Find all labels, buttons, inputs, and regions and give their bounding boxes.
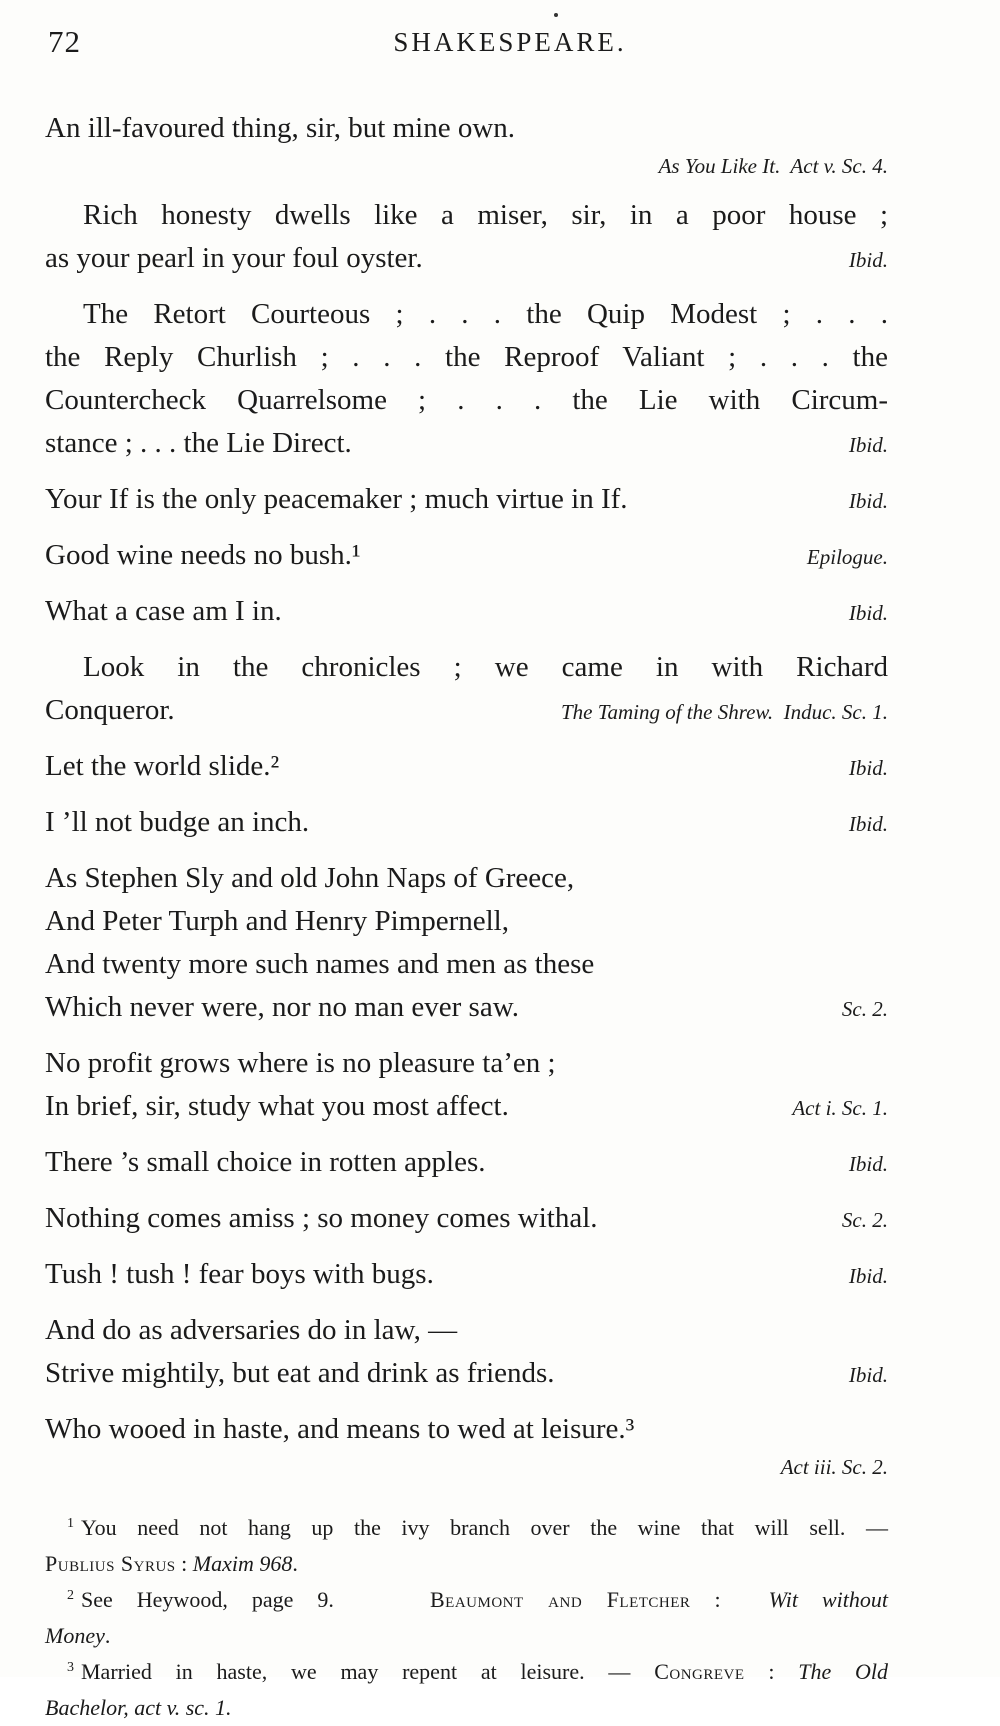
- quote-attribution: Epilogue.: [806, 545, 888, 569]
- footnote-marker: 1: [67, 1515, 74, 1531]
- quote-last-line: [45, 1197, 888, 1242]
- quote-last-line: [45, 478, 888, 523]
- quote-attribution: Ibid.: [848, 1152, 888, 1176]
- quote-line: Nothing comes amiss ; so money comes withal.: [45, 1202, 598, 1234]
- footnote-text-segment: Maxim 968: [192, 1551, 293, 1576]
- quote-line: What a case am I in.: [45, 595, 282, 627]
- quote-block: [45, 745, 888, 790]
- quote-attribution: Ibid.: [848, 489, 888, 513]
- footnote-block: [45, 1582, 888, 1654]
- footnote-text-segment: Beaumont and Fletcher: [429, 1587, 691, 1612]
- quote-line: Countercheck Quarrelsome ; . . . the Lie with Circum-: [45, 384, 888, 416]
- quote-line: Rich honesty dwells like a miser, sir, in a poor house ;: [83, 199, 888, 231]
- footnote-text-segment: .: [104, 1623, 111, 1648]
- footnote-block: [45, 1654, 888, 1726]
- quote-line: the Reply Churlish ; . . . the Reproof Valiant ; . . . the: [45, 341, 888, 373]
- footnote-text-segment: :: [175, 1551, 193, 1576]
- quote-last-line: [45, 534, 888, 579]
- quote-last-line: [45, 1085, 888, 1130]
- footnote-text-segment: .: [292, 1551, 298, 1576]
- footnote-line: [45, 1618, 888, 1654]
- quote-line: stance ; . . . the Lie Direct.: [45, 427, 352, 459]
- page-content: [0, 107, 1000, 1726]
- footnote-text-segment: Wit without: [768, 1587, 888, 1612]
- quote-attribution: The Taming of the Shrew. Induc. Sc. 1.: [560, 700, 888, 724]
- quote-line: Good wine needs no bush.¹: [45, 539, 361, 571]
- footnote-text-segment: You need not hang up the ivy branch over the wine that will sell. —: [81, 1515, 888, 1540]
- quote-block: [45, 1408, 888, 1484]
- quote-line: Strive mightily, but eat and drink as friends.: [45, 1357, 555, 1389]
- quote-attribution: Ibid.: [848, 1264, 888, 1288]
- quote-line: Which never were, nor no man ever saw.: [45, 991, 519, 1023]
- quote-attribution: Ibid.: [848, 433, 888, 457]
- footnote-text-segment: Married in haste, we may repent at leisure. —: [81, 1659, 655, 1684]
- footnote-text-segment: :: [690, 1587, 769, 1612]
- quote-block: [45, 1309, 888, 1397]
- quote-line: As Stephen Sly and old John Naps of Greece,: [45, 862, 575, 894]
- footnote-line: [45, 1546, 888, 1582]
- quote-attribution: Sc. 2.: [841, 1208, 888, 1232]
- footnote-line: [45, 1582, 888, 1618]
- quote-block: [45, 857, 888, 1031]
- footnote-text-segment: See Heywood, page 9.: [81, 1587, 430, 1612]
- quote-last-line: [45, 422, 888, 467]
- footnote-text-segment: :: [744, 1659, 799, 1684]
- quote-line: No profit grows where is no pleasure ta’en ;: [45, 1047, 556, 1079]
- quote-line: In brief, sir, study what you most affect.: [45, 1090, 509, 1122]
- quote-block: [45, 194, 888, 282]
- quote-block: [45, 293, 888, 467]
- quote-attribution: Act iii. Sc. 2.: [780, 1455, 888, 1479]
- quote-last-line: [45, 1141, 888, 1186]
- quote-block: [45, 801, 888, 846]
- quote-line: And Peter Turph and Henry Pimpernell,: [45, 905, 509, 937]
- footnote-text-segment: Congreve: [654, 1659, 745, 1684]
- running-head: SHAKESPEARE.: [393, 27, 627, 57]
- quote-block: [45, 1197, 888, 1242]
- quote-line: I ’ll not budge an inch.: [45, 806, 310, 838]
- quote-line: An ill-favoured thing, sir, but mine own.: [45, 112, 516, 144]
- footnote-line: [45, 1510, 888, 1546]
- quote-block: [45, 478, 888, 523]
- quote-line: And twenty more such names and men as these: [45, 948, 595, 980]
- quote-block: [45, 1042, 888, 1130]
- quote-attribution: Ibid.: [848, 812, 888, 836]
- quote-line: Who wooed in haste, and means to wed at leisure.³: [45, 1413, 635, 1445]
- footnote-block: [45, 1510, 888, 1582]
- quote-attribution: Act i. Sc. 1.: [792, 1096, 888, 1120]
- footnote-text-segment: Bachelor, act v. sc. 1.: [45, 1695, 232, 1720]
- quote-block: [45, 646, 888, 734]
- quote-block: [45, 590, 888, 635]
- quote-last-line: [45, 1352, 888, 1397]
- quote-last-line: [45, 237, 888, 282]
- quote-line: Let the world slide.²: [45, 750, 280, 782]
- quote-attribution: Ibid.: [848, 1363, 888, 1387]
- quote-block: [45, 534, 888, 579]
- footnote-marker: 3: [67, 1659, 74, 1675]
- footnote-line: [45, 1690, 888, 1726]
- quote-attribution: As You Like It. Act v. Sc. 4.: [658, 154, 888, 178]
- page-number: 72: [48, 24, 81, 59]
- quote-line: Look in the chronicles ; we came in with Richard: [83, 651, 888, 683]
- quote-last-line: [45, 590, 888, 635]
- footnote-marker: 2: [67, 1587, 74, 1603]
- quote-last-line: [45, 986, 888, 1031]
- page-header: [0, 0, 1000, 69]
- quote-line: The Retort Courteous ; . . . the Quip Modest ; . . .: [83, 298, 888, 330]
- quote-line: as your pearl in your foul oyster.: [45, 242, 423, 274]
- quote-line: Conqueror.: [45, 694, 175, 726]
- quote-last-line: [45, 745, 888, 790]
- quote-attribution: Ibid.: [848, 248, 888, 272]
- quote-attribution: Sc. 2.: [841, 997, 888, 1021]
- footnote-text-segment: Publius Syrus: [45, 1551, 176, 1576]
- quote-line: Your If is the only peacemaker ; much virtue in If.: [45, 483, 628, 515]
- quote-last-line: [45, 689, 888, 734]
- footnote-text-segment: The Old: [798, 1659, 888, 1684]
- quote-block: [45, 1141, 888, 1186]
- quote-last-line: [45, 801, 888, 846]
- quote-line: There ’s small choice in rotten apples.: [45, 1146, 486, 1178]
- quote-attribution: Ibid.: [848, 601, 888, 625]
- quote-attribution: Ibid.: [848, 756, 888, 780]
- quote-line: Tush ! tush ! fear boys with bugs.: [45, 1258, 434, 1290]
- footnote-text-segment: Money: [45, 1623, 105, 1648]
- quote-list: [45, 107, 888, 1484]
- footnote-line: [45, 1654, 888, 1690]
- quote-block: [45, 107, 888, 183]
- quote-block: [45, 1253, 888, 1298]
- quote-line: And do as adversaries do in law, —: [45, 1314, 458, 1346]
- footnote-list: [45, 1510, 888, 1726]
- quote-last-line: [45, 1253, 888, 1298]
